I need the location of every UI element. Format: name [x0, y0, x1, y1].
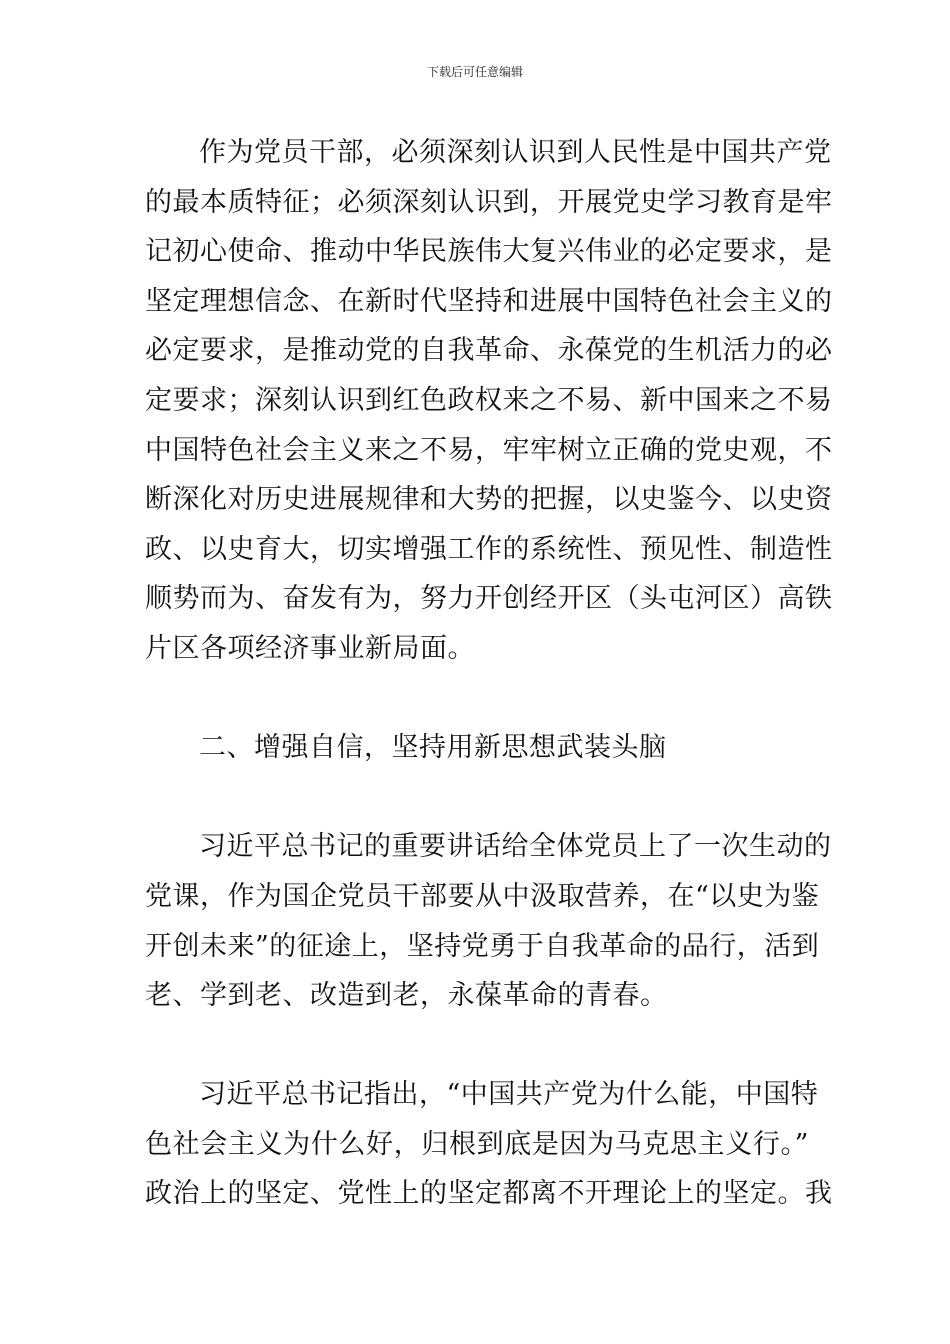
paragraph [145, 822, 832, 1020]
section-heading [145, 723, 809, 773]
text-line: 政、以史育大，切实增强工作的系统性、预见性、制造性 [145, 533, 833, 565]
text-line: 记初心使命、推动中华民族伟大复兴伟业的必定要求，是 [145, 236, 833, 268]
text-line: 必定要求，是推动党的自我革命、永葆党的生机活力的必 [145, 335, 833, 367]
text-line: 顺势而为、奋发有为，努力开创经开区（头屯河区）高铁 [145, 583, 833, 615]
text-line: 片区各项经济事业新局面。 [145, 632, 475, 664]
heading-line: 二、增强自信，坚持用新思想武装头脑 [199, 732, 667, 764]
paragraph [145, 1070, 833, 1219]
text-line: 老、学到老、改造到老，永葆革命的青春。 [145, 980, 668, 1012]
text-line: 开创未来”的征途上，坚持党勇于自我革命的品行，活到 [145, 930, 820, 962]
text-line: 政治上的坚定、党性上的坚定都离不开理论上的坚定。我 [145, 1178, 833, 1210]
text-line: 习近平总书记指出，“中国共产党为什么能，中国特 [199, 1079, 819, 1111]
paragraph [145, 128, 833, 674]
text-line: 断深化对历史进展规律和大势的把握，以史鉴今、以史资 [145, 484, 833, 516]
text-line: 作为党员干部，必须深刻认识到人民性是中国共产党 [199, 137, 832, 168]
document-body [145, 128, 833, 1219]
paragraph-gap [145, 674, 809, 724]
text-line: 坚定理想信念、在新时代坚持和进展中国特色社会主义的 [145, 285, 833, 317]
text-line: 习近平总书记的重要讲话给全体党员上了一次生动的 [199, 831, 832, 863]
text-line: 定要求；深刻认识到红色政权来之不易、新中国来之不易 [145, 384, 833, 416]
page-header: 下载后可任意编辑 [426, 65, 523, 79]
text-line: 的最本质特征；必须深刻认识到，开展党史学习教育是牢 [145, 186, 833, 218]
paragraph-gap [145, 1021, 809, 1071]
text-line: 党课，作为国企党员干部要从中汲取营养，在“以史为鉴 [145, 880, 820, 912]
text-line: 中国特色社会主义来之不易，牢牢树立正确的党史观，不 [145, 434, 833, 466]
text-line: 色社会主义为什么好，归根到底是因为马克思主义行。” [145, 1128, 809, 1160]
paragraph-gap [145, 773, 809, 823]
